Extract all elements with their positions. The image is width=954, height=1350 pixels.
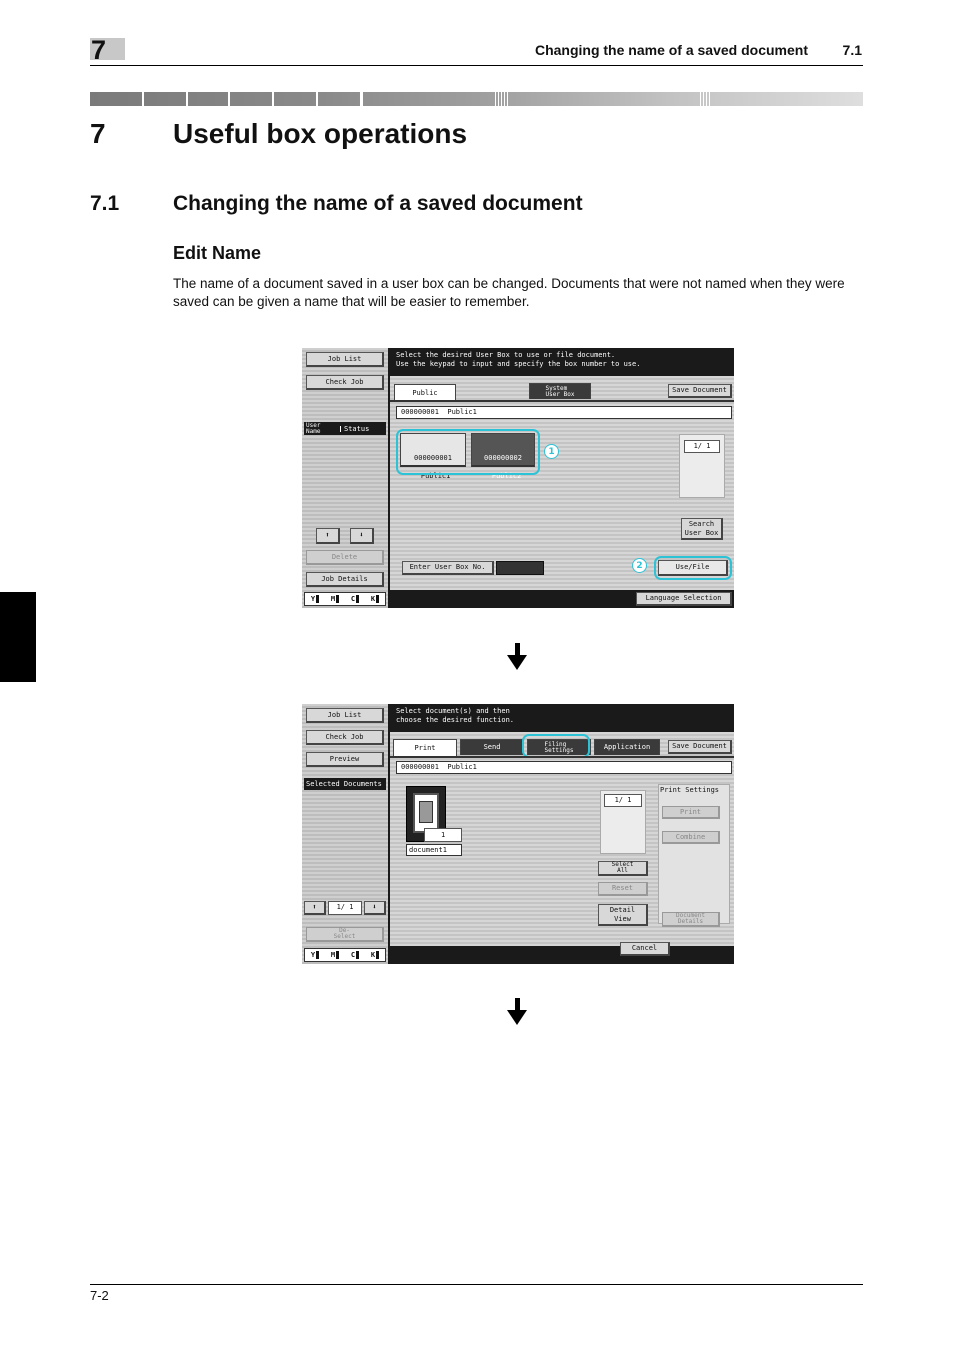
box-number-field[interactable] [496, 561, 544, 575]
date-time: 03/19/2009 09:39 [394, 963, 473, 971]
page-indicator: 1/ 1 [684, 440, 720, 453]
decorative-band [90, 92, 863, 106]
toner-indicator: Y M C K [304, 592, 386, 606]
screenshot-user-box-selection [302, 348, 734, 639]
print-settings-panel [658, 784, 730, 924]
save-document-button[interactable]: Save Document [668, 384, 732, 398]
status-bar [390, 946, 734, 995]
status-column: Status [340, 426, 369, 432]
list-header [304, 422, 386, 435]
scroll-down-button[interactable] [350, 528, 374, 544]
document-thumbnail[interactable] [404, 786, 462, 856]
chapter-title: Useful box operations [173, 118, 468, 149]
box-name: Public1 [420, 472, 451, 480]
print-button[interactable]: Print [662, 806, 720, 819]
toner-indicator: Y M C K [304, 948, 386, 962]
highlight-use-file [654, 556, 732, 580]
combine-button[interactable]: Combine [662, 831, 720, 844]
screenshot-document-selection [302, 704, 734, 995]
arrow-down-icon: ⬇ [372, 903, 377, 911]
tab-send[interactable]: Send [460, 739, 524, 755]
header-chapter-number: 7 [91, 35, 107, 65]
box-number: 000000002 [484, 454, 522, 462]
language-selection-button[interactable]: Language Selection [636, 592, 732, 606]
check-job-button[interactable]: Check Job [306, 375, 384, 390]
selected-documents-header: Selected Documents [304, 778, 386, 790]
document-count: 1 [424, 828, 462, 842]
highlight-filing-settings [522, 734, 590, 758]
page-indicator: 1/ 1 [604, 794, 642, 807]
down-arrow-icon [507, 998, 528, 1026]
scroll-up-button[interactable] [304, 901, 326, 915]
job-list-button[interactable]: Job List [306, 352, 384, 367]
job-details-button[interactable]: Job Details [306, 572, 384, 587]
tab-print[interactable]: Print [393, 739, 457, 756]
deselect-button[interactable]: De- Select [306, 927, 384, 942]
left-page-indicator: 1/ 1 [328, 901, 362, 915]
memory: Memory 99% [394, 987, 469, 995]
job-list-button[interactable]: Job List [306, 708, 384, 723]
box-number: 000000001 [414, 454, 452, 462]
body-paragraph: The name of a document saved in a user box can be changed. Documents that were not named when they were saved can be given a name that will be easier to remember. [173, 276, 845, 309]
header-rule [90, 65, 863, 66]
page-number: 7-2 [90, 1288, 109, 1303]
section-number: 7.1 [90, 192, 120, 215]
document-name: document1 [406, 844, 462, 856]
footer-rule [90, 1284, 863, 1285]
print-settings-label: Print Settings [660, 786, 720, 794]
subsection-title: Edit Name [173, 243, 262, 263]
header-chapter-block [90, 35, 125, 65]
header-section-number: 7.1 [842, 42, 862, 58]
tab-application[interactable]: Application [594, 739, 660, 755]
use-file-button[interactable]: Use/File [658, 560, 728, 576]
reset-button[interactable]: Reset [598, 882, 648, 896]
callout-1: 1 [544, 444, 559, 459]
search-user-box-button[interactable]: Search User Box [681, 518, 723, 540]
highlight-user-boxes [396, 429, 540, 475]
tab-system-user-box[interactable]: System User Box [529, 383, 591, 399]
select-all-button[interactable]: Select All [598, 861, 648, 876]
callout-2: 2 [632, 558, 647, 573]
instruction-text: Select document(s) and then choose the desired function. [390, 704, 734, 732]
detail-view-button[interactable]: Detail View [598, 904, 648, 926]
document-details-button[interactable]: Document Details [662, 912, 720, 927]
preview-button[interactable]: Preview [306, 752, 384, 767]
check-job-button[interactable]: Check Job [306, 730, 384, 745]
scroll-up-button[interactable] [316, 528, 340, 544]
tab-filing-settings[interactable]: Filing Settings [527, 739, 591, 755]
chapter-side-tab [0, 592, 36, 682]
arrow-down-icon: ⬇ [359, 531, 364, 539]
instruction-text: Select the desired User Box to use or file document. Use the keypad to input and specify the box number to use. [390, 348, 734, 376]
arrow-up-icon: ⬆ [325, 531, 330, 539]
date-time: 04/15/2009 15:28 [394, 607, 473, 615]
down-arrow-icon [507, 643, 528, 671]
path-bar: 000000001 Public1 [396, 406, 732, 419]
delete-button[interactable]: Delete [306, 550, 384, 565]
scroll-down-button[interactable] [364, 901, 386, 915]
cancel-button[interactable]: Cancel [620, 942, 670, 956]
memory: Memory 100% [394, 631, 469, 639]
box-name: Public2 [491, 472, 522, 480]
section-title: Changing the name of a saved document [173, 192, 583, 215]
tab-public[interactable]: Public [394, 384, 456, 401]
arrow-up-icon: ⬆ [312, 903, 317, 911]
header-running-title: Changing the name of a saved document [534, 42, 808, 58]
user-name-column: User Name [306, 421, 321, 435]
chapter-number: 7 [90, 118, 106, 149]
enter-user-box-number-button[interactable]: Enter User Box No. [402, 561, 494, 575]
path-bar: 000000001 Public1 [396, 761, 732, 774]
save-document-button[interactable]: Save Document [668, 740, 732, 754]
